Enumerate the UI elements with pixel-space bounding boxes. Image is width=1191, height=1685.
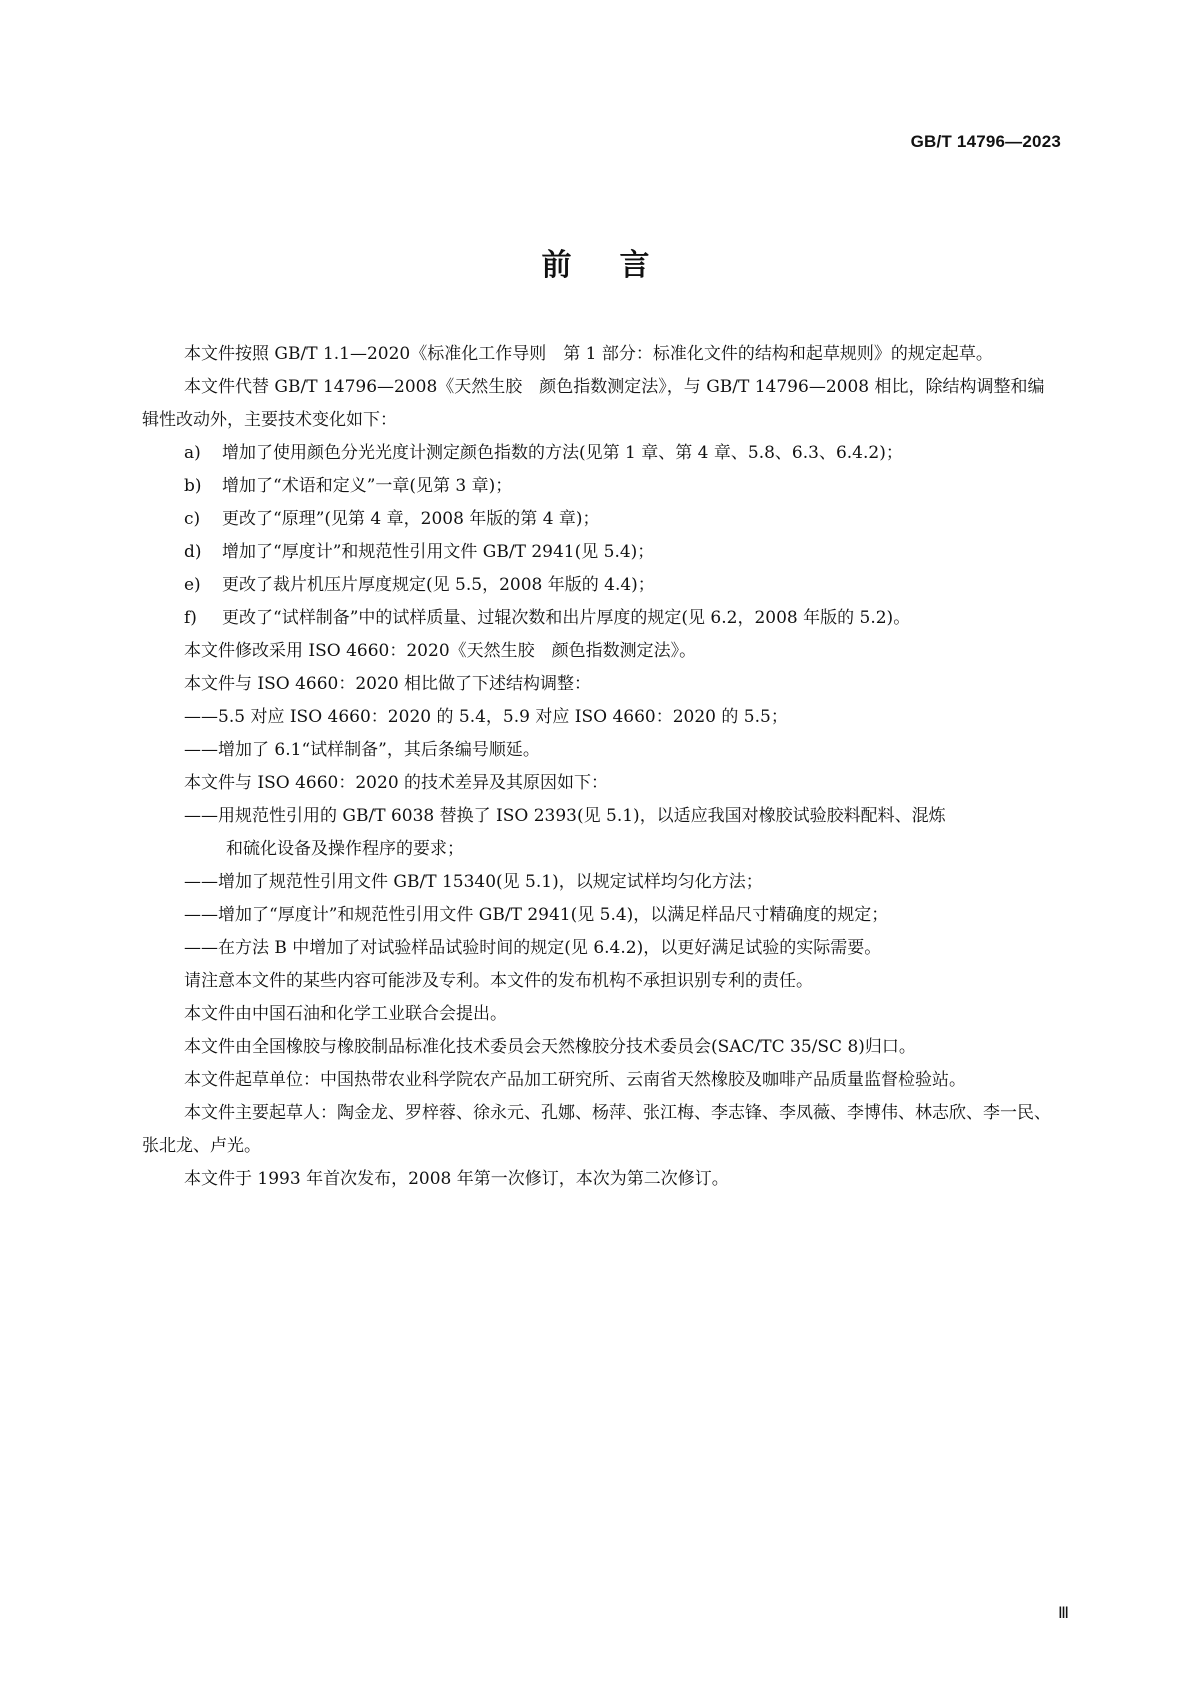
difference-item-continued: 和硫化设备及操作程序的要求； xyxy=(226,839,464,859)
standard-number: GB/T 14796—2023 xyxy=(910,132,1061,151)
paragraph-technical-committee: 本文件由全国橡胶与橡胶制品标准化技术委员会天然橡胶分技术委员会(SAC/TC 35/SC 8)归口。 xyxy=(184,1037,916,1057)
page-title: 前言 xyxy=(541,248,698,283)
foreword-body xyxy=(142,338,1056,1196)
change-item xyxy=(142,437,1056,470)
change-text: 增加了使用颜色分光光度计测定颜色指数的方法(见第 1 章、第 4 章、5.8、6.3、6.4.2)； xyxy=(222,443,903,463)
difference-item: ——用规范性引用的 GB/T 6038 替换了 ISO 2393(见 5.1)，以适应我国对橡胶试验胶料配料、混炼 xyxy=(184,806,946,826)
paragraph-replacement: 本文件代替 GB/T 14796—2008《天然生胶 颜色指数测定法》，与 GB/T 14796—2008 相比，除结构调整和编辑性改动外，主要技术变化如下： xyxy=(142,377,1045,430)
change-text: 增加了“术语和定义”一章(见第 3 章)； xyxy=(222,476,513,496)
paragraph-adoption: 本文件修改采用 ISO 4660：2020《天然生胶 颜色指数测定法》。 xyxy=(184,641,697,661)
page-number: Ⅲ xyxy=(1057,1605,1069,1622)
change-text: 更改了裁片机压片厚度规定(见 5.5，2008 年版的 4.4)； xyxy=(222,575,655,595)
paragraph-proposer: 本文件由中国石油和化学工业联合会提出。 xyxy=(184,1004,507,1024)
change-label: d) xyxy=(184,542,202,562)
change-label: f) xyxy=(184,608,197,628)
change-item xyxy=(142,470,1056,503)
change-item xyxy=(142,536,1056,569)
change-text: 更改了“试样制备”中的试样质量、过辊次数和出片厚度的规定(见 6.2，2008 年版的 5.2)。 xyxy=(222,608,911,628)
difference-item: ——增加了规范性引用文件 GB/T 15340(见 5.1)，以规定试样均匀化方法； xyxy=(184,872,763,892)
change-item xyxy=(142,569,1056,602)
structure-item: ——5.5 对应 ISO 4660：2020 的 5.4，5.9 对应 ISO 4660：2020 的 5.5； xyxy=(184,707,788,727)
paragraph-drafting-rules: 本文件按照 GB/T 1.1—2020《标准化工作导则 第 1 部分：标准化文件的结构和起草规则》的规定起草。 xyxy=(184,344,993,364)
paragraph-history: 本文件于 1993 年首次发布，2008 年第一次修订，本次为第二次修订。 xyxy=(184,1169,729,1189)
change-text: 更改了“原理”(见第 4 章，2008 年版的第 4 章)； xyxy=(222,509,600,529)
change-item xyxy=(142,503,1056,536)
difference-item: ——增加了“厚度计”和规范性引用文件 GB/T 2941(见 5.4)，以满足样品尺寸精确度的规定； xyxy=(184,905,889,925)
paragraph-drafters: 本文件主要起草人：陶金龙、罗梓蓉、徐永元、孔娜、杨萍、张江梅、李志锋、李凤薇、李博伟、林志欣、李一民、张北龙、卢光。 xyxy=(142,1103,1051,1156)
difference-item: ——在方法 B 中增加了对试验样品试验时间的规定(见 6.4.2)，以更好满足试验的实际需要。 xyxy=(184,938,882,958)
change-label: b) xyxy=(184,476,202,496)
change-text: 增加了“厚度计”和规范性引用文件 GB/T 2941(见 5.4)； xyxy=(222,542,655,562)
change-item xyxy=(142,602,1056,635)
change-label: c) xyxy=(184,509,201,529)
change-label: e) xyxy=(184,575,201,595)
structure-item: ——增加了 6.1“试样制备”，其后条编号顺延。 xyxy=(184,740,540,760)
paragraph-drafting-units: 本文件起草单位：中国热带农业科学院农产品加工研究所、云南省天然橡胶及咖啡产品质量监督检验站。 xyxy=(184,1070,966,1090)
change-label: a) xyxy=(184,443,201,463)
paragraph-patent-notice: 请注意本文件的某些内容可能涉及专利。本文件的发布机构不承担识别专利的责任。 xyxy=(184,971,813,991)
paragraph-structure-intro: 本文件与 ISO 4660：2020 相比做了下述结构调整： xyxy=(184,674,592,694)
paragraph-differences-intro: 本文件与 ISO 4660：2020 的技术差异及其原因如下： xyxy=(184,773,609,793)
